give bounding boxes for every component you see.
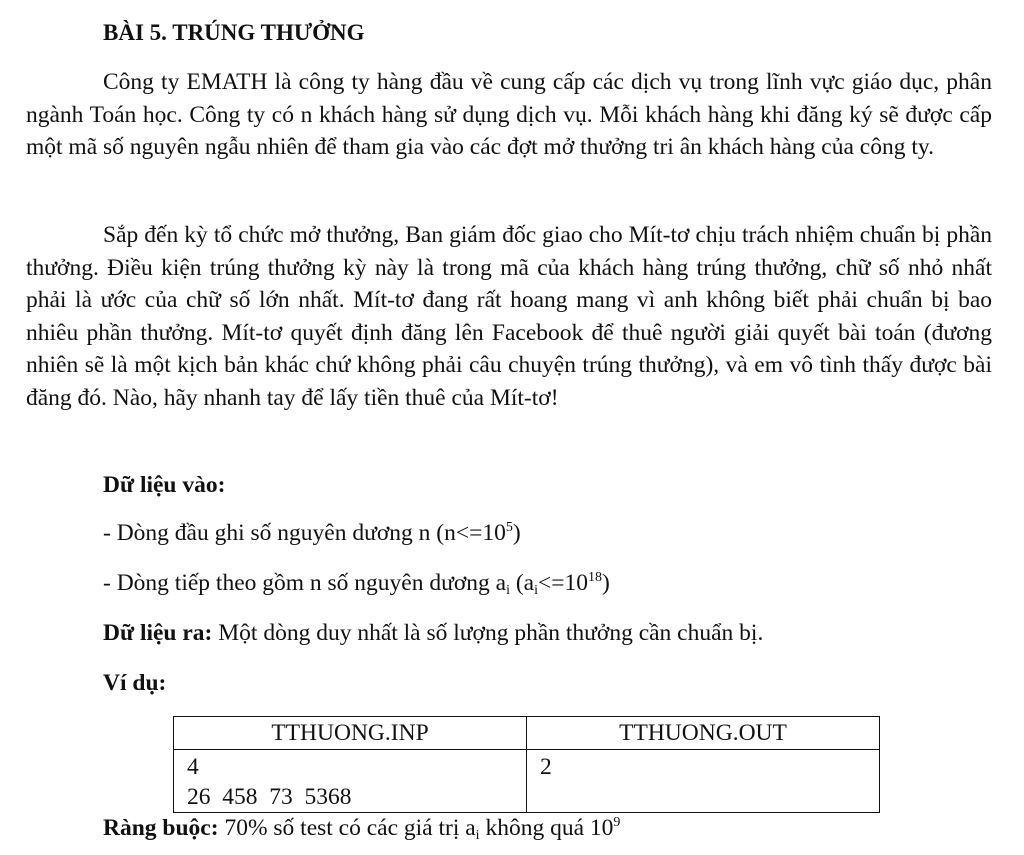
output-heading: Dữ liệu ra:	[103, 620, 213, 646]
output-text: Một dòng duy nhất là số lượng phần thưởng cần chuẩn bị.	[212, 620, 764, 646]
output-line	[103, 617, 763, 649]
input-line-2-text: - Dòng tiếp theo gồm n số nguyên dương a	[103, 570, 507, 596]
input-line-2-close: )	[602, 570, 610, 596]
table-row	[174, 750, 880, 813]
input-cell-line-1: 4	[187, 754, 199, 780]
output-cell-line-1: 2	[540, 754, 552, 780]
input-line-2-exponent: 18	[588, 570, 603, 585]
constraint-after: không quá 10	[479, 815, 614, 841]
table-header-row	[174, 717, 880, 750]
constraint-heading: Ràng buộc:	[103, 815, 219, 841]
input-line-1-exponent: 5	[505, 520, 513, 535]
problem-title: BÀI 5. TRÚNG THƯỞNG	[103, 20, 365, 45]
example-table	[173, 716, 880, 813]
constraint-line	[103, 812, 620, 844]
constraint-subscript: i	[475, 828, 480, 843]
constraint-exponent: 9	[613, 815, 621, 830]
input-line-2	[103, 567, 610, 599]
input-line-1-text: - Dòng đầu ghi số nguyên dương n (n<=10	[103, 520, 506, 546]
description-paragraph-1: Công ty EMATH là công ty hàng đầu về cung cấp các dịch vụ trong lĩnh vực giáo dục, phân ngành Toán học. Công ty có n khách hàng sử dụng dịch vụ. Mỗi khách hàng khi đăng ký sẽ được cấp một mã số nguyên ngẫu nhiên để tham gia vào các đợt mở thưởng tri ân khách hàng của công ty.	[26, 69, 992, 160]
description-paragraph-2: Sắp đến kỳ tổ chức mở thưởng, Ban giám đốc giao cho Mít-tơ chịu trách nhiệm chuẩn bị phần thưởng. Điều kiện trúng thưởng kỳ này là trong mã của khách hàng trúng thưởng, chữ số nhỏ nhất phải là ước của chữ số lớn nhất. Mít-tơ đang rất hoang mang vì anh không biết phải chuẩn bị bao nhiêu phần thưởng. Mít-tơ quyết định đăng lên Facebook để thuê người giải quyết bài toán (đương nhiên sẽ là một kịch bản khác chứ không phải câu chuyện trúng thưởng), và em vô tình thấy được bài đăng đó. Nào, hãy nhanh tay để lấy tiền thuê của Mít-tơ!	[26, 222, 992, 411]
table-header-input: TTHUONG.INP	[174, 717, 527, 750]
input-heading: Dữ liệu vào:	[103, 472, 226, 498]
input-line-2-subscript-2: i	[534, 583, 538, 598]
table-header-output: TTHUONG.OUT	[527, 717, 880, 750]
input-cell-line-2: 26 458 73 5368	[187, 784, 352, 810]
example-heading: Ví dụ:	[103, 670, 167, 696]
input-line-1	[103, 517, 521, 549]
input-line-2-subscript-1: i	[506, 583, 510, 598]
input-line-2-mid: (a	[509, 570, 535, 596]
output-cell	[527, 750, 880, 813]
input-line-1-close: )	[512, 520, 521, 546]
constraint-text: 70% số test có các giá trị a	[218, 815, 476, 841]
input-line-2-after: <=10	[538, 570, 589, 596]
input-cell	[174, 750, 527, 813]
